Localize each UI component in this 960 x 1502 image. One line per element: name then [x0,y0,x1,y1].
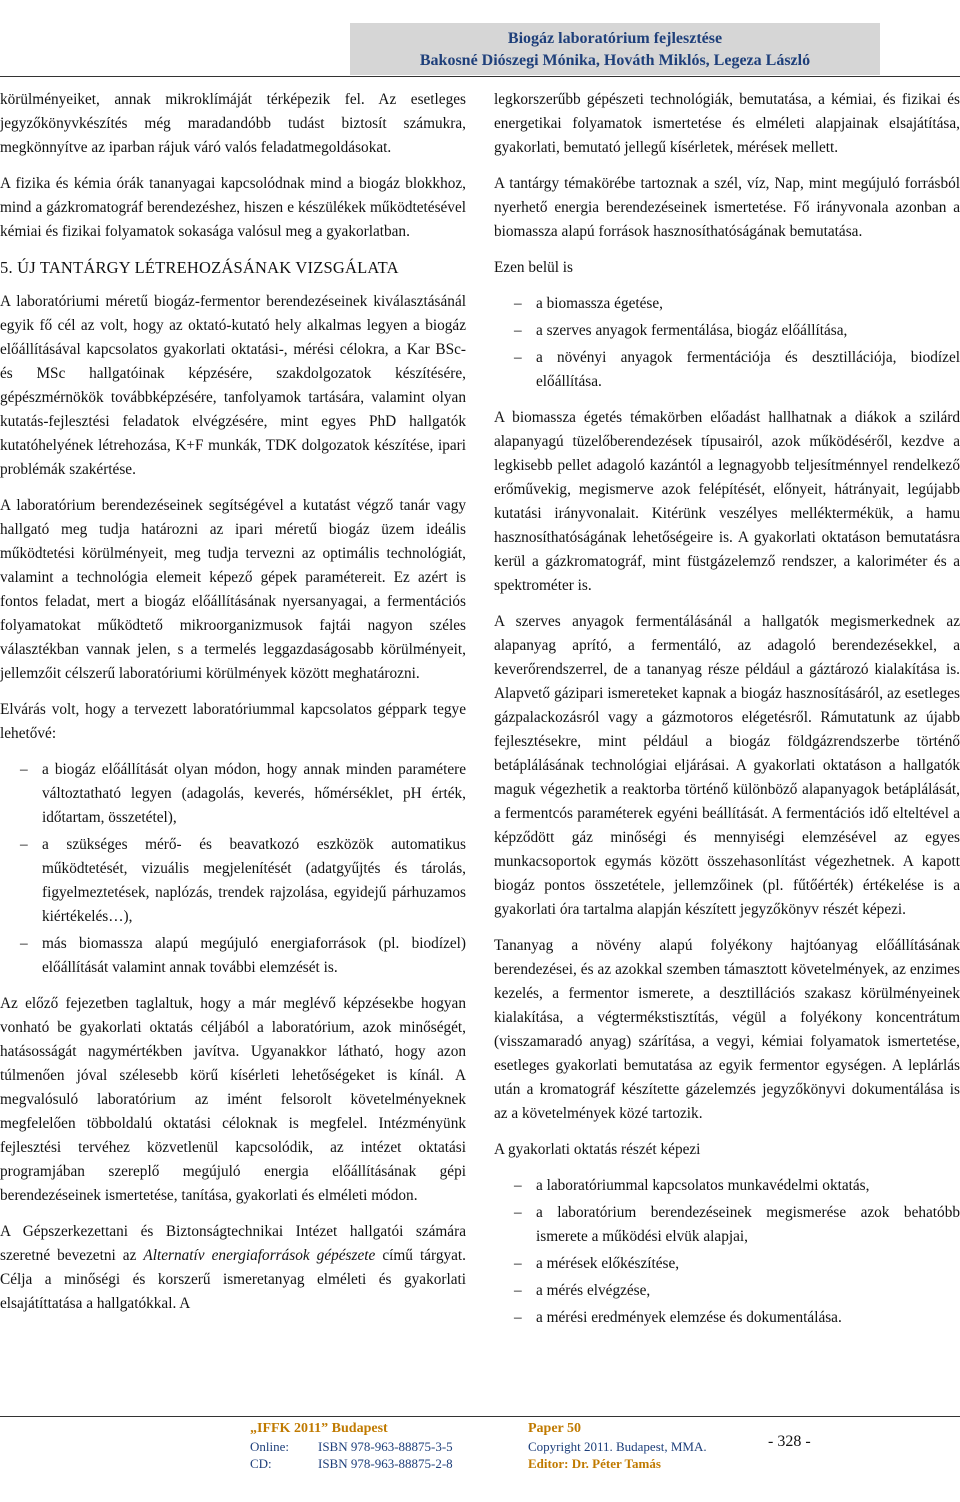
paragraph: A laboratóriumi méretű biogáz-fermentor berendezéseinek kiválasztásánál egyik fő cél az volt, hogy az oktató-kutató hely alkalmas legyen a biogáz előállításával kapcsolatos gyakorlati oktatási-, mérési célokra, a Kar BSc- és MSc hallgatóinak képzésére, szakdolgozatok készítésére, gépészmérnökök továbbképzésére, tanfolyamok tartására, valamint olyan kutatás-fejlesztési feladatok elvégzésére, mint egyes PhD hallgatók kutatóhelyének létrehozása, K+F munkák, TDK dolgozatok készítése, ipari problémák szakértése. [0,293,466,478]
editor: Editor: Dr. Péter Tamás [528,1456,661,1471]
list-item: – a mérések előkészítése, [494,1252,960,1276]
dash-bullet: – [514,1255,522,1272]
list-item: – a növényi anyagok fermentációja és desztillációja, biodízel előállítása. [494,346,960,394]
topics-list [494,292,960,394]
cd-label: CD: [250,1456,272,1471]
header-title: Biogáz laboratórium fejlesztése [507,30,723,47]
course-title: Alternatív energiaforrások gépészete [143,1247,376,1264]
page-number: - 328 - [768,1433,811,1450]
paragraph: A fizika és kémia órák tananyagai kapcsolódnak mind a biogáz blokkhoz, mind a gázkromatográf berendezéshez, hiszen e készülékek működtetésével kémiai és fizikai folyamatok sokasága valósul meg a gyakorlatban. [0,175,466,240]
list-item: – a szerves anyagok fermentálása, biogáz előállítása, [494,319,960,343]
header-authors: Bakosné Diószegi Mónika, Hováth Miklós, Legeza László [419,52,811,69]
list-item: – a szükséges mérő- és beavatkozó eszközök automatikus működtetését, vizuális megjelenítését (adatgyűjtés és tárolás, figyelmeztetések, naplózás, trendek rajzolása, egyidejű párhuzamos kiértékelés…), [0,833,466,929]
list-item: – más biomassza alapú megújuló energiaforrások (pl. biodízel) előállítását valamint annak további elemzését is. [0,932,466,980]
paragraph: Ezen belül is [494,259,574,276]
requirements-list [0,758,466,980]
dash-bullet: – [514,1177,522,1194]
paragraph: legkorszerűbb gépészeti technológiák, bemutatása, a kémiai, és fizikai és energetikai folyamatok ismertetése és elméleti alapjainak elsajátítása, gyakorlati, bemutató jellegű kísérletek, mérések mellett. [494,91,960,156]
paragraph: A gyakorlati oktatás részét képezi [494,1141,701,1158]
paragraph: Elvárás volt, hogy a tervezett laboratóriummal kapcsolatos géppark tegye lehetővé: [0,701,466,742]
paragraph: Az előző fejezetben taglaltuk, hogy a már meglévő képzésekbe hogyan vonható be gyakorlati oktatás céljából a laboratórium, azok minőségét, hatásosságát nagymértékben javítva. Ugyanakkor látható, hogy azon túlmenően jóval szélesebb körű kísérleti lehetőségeket is kínál. A megvalósuló laboratórium az imént felsorolt követelményeknek megfelelően többoldalú oktatási céloknak is megfelel. Intézményünk fejlesztési tervéhez közvetlenül kapcsolódik, az intézet oktatási programjában szereplő megújuló energia előállításának gépi berendezéseinek ismertetése, tanítása, gyakorlati és elméleti módon. [0,995,466,1204]
dash-bullet: – [514,1309,522,1326]
list-item: – a laboratórium berendezéseinek megismerése azok behatóbb ismerete a működési elvük alapjai, [494,1201,960,1249]
paper-number: Paper 50 [528,1421,582,1436]
section-heading: 5. ÚJ TANTÁRGY LÉTREHOZÁSÁNAK VIZSGÁLATA [0,258,399,277]
dash-bullet: – [20,761,28,778]
dash-bullet: – [514,322,522,339]
dash-bullet: – [20,935,28,952]
paragraph: A laboratórium berendezéseinek segítségével a kutatást végző tanár vagy hallgató meg tudja határozni az ipari méretű biogáz üzem ideális működtetési körülményeit, meg tudja tervezni az optimális technológiát, valamint a technológia elemeit képező gépek paramétereit. Ez azért is fontos feladat, mert a biogáz előállításának nyersanyagai, a fermentációs folyamatokat működtető mikroorganizmusok fajtái nagyon széles választékban vannak jelen, s a termelés leggazdaságosabb körülményeit, jellemzőit célszerű laboratóriumi körülmények között meghatározni. [0,497,466,682]
dash-bullet: – [514,295,522,312]
dash-bullet: – [20,836,28,853]
list-item: – a mérési eredmények elemzése és dokumentálása. [494,1306,960,1330]
cd-isbn: ISBN 978-963-88875-2-8 [318,1456,453,1471]
paragraph: körülményeiket, annak mikroklímáját térképezik fel. Az esetleges jegyzőkönyvkészítés még maradandóbb tudást biztosít számukra, megkönnyítve az iparban rájuk váró valós feladatmegoldásokat. [0,91,466,156]
online-label: Online: [250,1439,289,1454]
dash-bullet: – [514,1204,522,1221]
dash-bullet: – [514,349,522,366]
practical-list [494,1174,960,1330]
paragraph: A tantárgy témakörébe tartoznak a szél, víz, Nap, mint megújuló forrásból nyerhető energia berendezéseinek ismertetése. Fő irányvonala azonban a biomassza alapú források hasznosíthatóságának bemutatása. [494,175,960,240]
paragraph: A szerves anyagok fermentálásánál a hallgatók megismerkednek az alapanyag aprító, a fermentáló, az adagoló berendezésekkel, a keverőrendszerrel, de a tananyag része például a gáztározó kialakítása is. Alapvető gázipari ismereteket kapnak a biogáz hasznosításáról, az esetleges gázpalackozásról vagy a gázmotoros elégetésről. Rámutatunk az újabb fejlesztésekre, mint például a biogáz földgázrendszerbe történő betáplálásának technológiai eljárásai. A gyakorlati oktatáson a hallgatók maguk végezhetik a reaktorba történő különböző alapanyagok betáplálását, a fermentcós paraméterek egyéni beállítását. A fermentációs idő elteltével a képződött gáz minőségi és mennyiségi elemzésével az egyes munkacsoportok egymás között összehasonlítást végezhetnek. A kapott biogáz pontos összetétele, jellemzőinek (pl. fűtőérték) értékelése is a gyakorlati óra tartalma alapján készített jegyzőkönyv részét képezi. [494,613,960,918]
list-item: – a biomassza égetése, [494,292,960,316]
copyright: Copyright 2011. Budapest, MMA. [528,1439,707,1454]
paragraph: Tananyag a növény alapú folyékony hajtóanyag előállításának berendezései, és az azokkal szemben támasztott követelmények, az enzimes kezelés, a fermentor ismerete, a desztillációs szakasz körülményeinek kialakítása, a végtermékstisztítás, végül a folyékony koncentrátum (visszamaradó anyag) szárítása, a vegyi, kémiai folyamatok ismertetése, esetleges gyakorlati bemutatása az egyik fermentor egységen. A leplárlás után a kromatográf készítette gázelemzés jegyzőkönyvi dokumentálása is az a követelmények közé tartozik. [494,937,960,1122]
dash-bullet: – [514,1282,522,1299]
paragraph: A biomassza égetés témakörben előadást hallhatnak a diákok a szilárd alapanyagú tüzelőberendezések típusairól, azok működéséről, kezdve a legkisebb pellet adagoló kazántól a legnagyobb teljesítménnyel rendelkező erőművekig, megismerve azok felépítését, előnyeit, hátrányait, legújabb kutatási irányvonalait. Kitérünk veszélyes melléktermékük, a hamu hasznosíthatóságának lehetőségeire is. A gyakorlati oktatáson bemutatásra kerül a gázkromatográf, mint füstgázelemző rendszer, a kaloriméter és a spektrométer is. [494,409,960,594]
left-column [0,88,466,1328]
conference-name: „IFFK 2011” Budapest [250,1421,388,1436]
page-footer [0,1420,960,1480]
paragraph: A Gépszerkezettani és Biztonságtechnikai Intézet hallgatói számára szeretné bevezetni az Alternatív energiaforrások gépészete című tárgyat. Célja a minőségi és korszerű ismeretanyag elméleti és gyakorlati elsajátíttatása a hallgatókkal. A [0,1223,466,1312]
list-item: – a laboratóriummal kapcsolatos munkavédelmi oktatás, [494,1174,960,1198]
header-rule [0,76,960,77]
list-item: – a biogáz előállítását olyan módon, hogy annak minden paramétere változtatható legyen (adagolás, keverés, hőmérséklet, pH érték, időtartam, összetétel), [0,758,466,830]
list-item: – a mérés elvégzése, [494,1279,960,1303]
running-header [350,23,880,75]
right-column [494,88,960,1342]
online-isbn: ISBN 978-963-88875-3-5 [318,1439,453,1454]
footer-rule [0,1416,960,1417]
